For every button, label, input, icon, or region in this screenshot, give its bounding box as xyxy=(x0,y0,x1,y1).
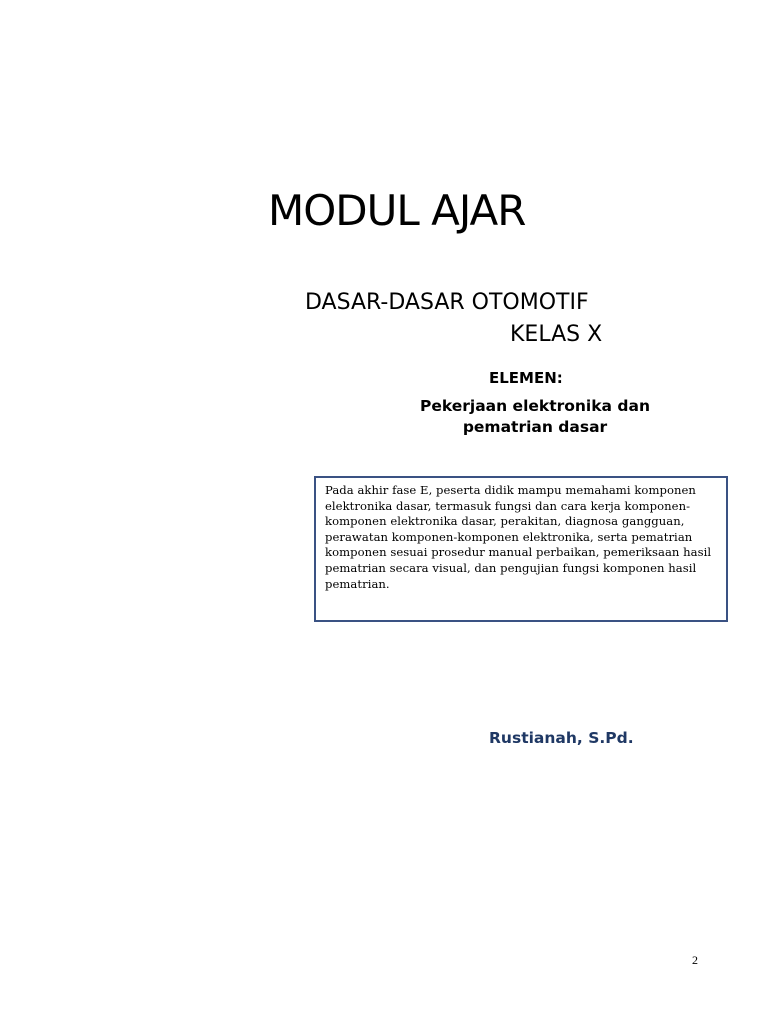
class-label: KELAS X xyxy=(510,322,603,347)
learning-outcome-text: Pada akhir fase E, peserta didik mampu memahami komponen elektronika dasar, termasuk fungsi dan cara kerja komponen-komponen elektronika dasar, perakitan, diagnosa gangguan, perawatan komponen-komponen elektronika, serta pematrian komponen sesuai prosedur manual perbaikan, pemeriksaan hasil pematrian secara visual, dan pengujian fungsi komponen hasil pematrian. xyxy=(325,483,712,591)
page-number: 2 xyxy=(692,953,698,967)
element-heading: ELEMEN: xyxy=(489,369,563,387)
subject-title: DASAR-DASAR OTOMOTIF xyxy=(305,290,589,315)
element-name: Pekerjaan elektronika dan pematrian dasar xyxy=(419,397,651,436)
author-name: Rustianah, S.Pd. xyxy=(489,729,634,747)
learning-outcome-box xyxy=(314,476,728,622)
module-title: MODUL AJAR xyxy=(268,186,526,235)
